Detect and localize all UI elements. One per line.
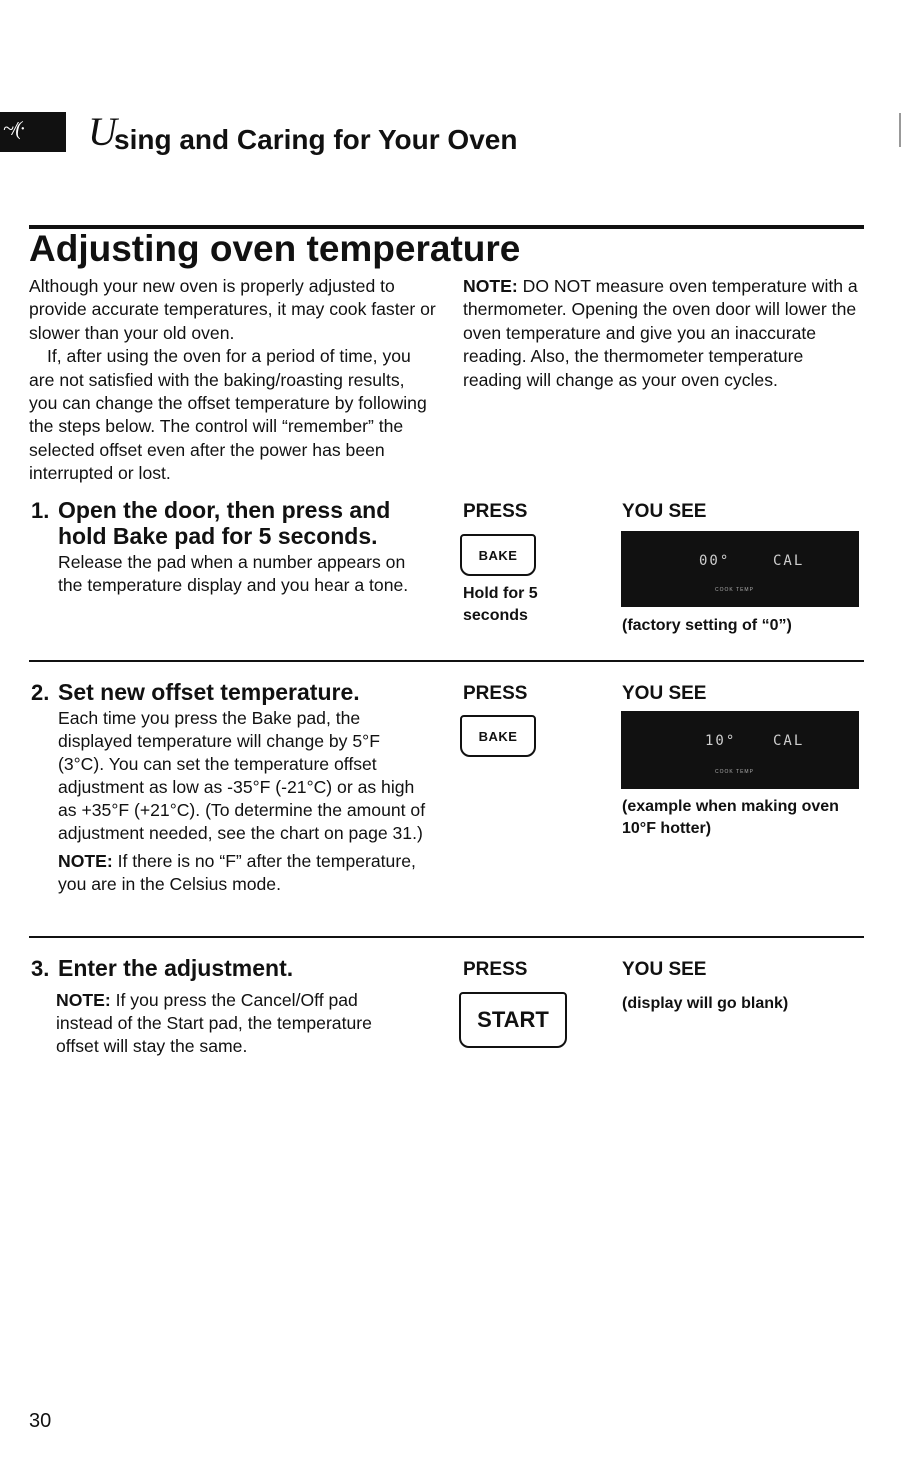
- display-cook-temp: COOK TEMP: [715, 769, 754, 775]
- step-3-you-see-label: YOU SEE: [622, 959, 707, 980]
- step-2-note: [58, 850, 430, 896]
- display-cook-temp: COOK TEMP: [715, 587, 754, 593]
- step-1-press-label: PRESS: [463, 501, 528, 522]
- step-2-number: 2.: [31, 680, 50, 705]
- step-3-see-caption: (display will go blank): [622, 995, 789, 1012]
- step-3-note-label: NOTE:: [56, 990, 111, 1010]
- display-cal: CAL: [773, 733, 805, 749]
- step-2-see-caption: (example when making oven 10°F hotter): [622, 798, 839, 837]
- step-2-you-see-label: YOU SEE: [622, 683, 707, 704]
- oven-display-step-1: [621, 531, 859, 607]
- note-label: NOTE:: [463, 276, 518, 296]
- oven-display-step-2: [621, 711, 859, 789]
- step-1-number: 1.: [31, 498, 50, 523]
- chapter-title: sing and Caring for Your Oven: [114, 124, 518, 155]
- step-3-press-label: PRESS: [463, 959, 528, 980]
- step-2-body: [58, 707, 430, 901]
- step-2-press-label: PRESS: [463, 683, 528, 704]
- step-3-title: Enter the adjustment.: [58, 955, 294, 981]
- step-2-description: Each time you press the Bake pad, the displayed temperature will change by 5°F (3°C). You can set the temperature offset adjustment as low as -35°F (-21°C) or as high as +35°F (+21°C). (To determine the amount of adjustment needed, see the chart on page 31.): [58, 708, 426, 843]
- step-divider-2: [29, 936, 864, 938]
- start-pad-label: START: [477, 1007, 549, 1032]
- step-2-note-text: If there is no “F” after the temperature, you are in the Celsius mode.: [58, 851, 416, 894]
- section-heading: Adjusting oven temperature: [29, 228, 521, 269]
- step-3-note: [56, 989, 396, 1058]
- bake-pad-label: BAKE: [478, 547, 518, 563]
- intro-left-column: [29, 275, 437, 486]
- step-2-title: Set new offset temperature.: [58, 679, 360, 705]
- step-1-you-see-label: YOU SEE: [622, 501, 707, 522]
- chapter-initial: U: [88, 109, 117, 154]
- display-temperature: 00°: [699, 553, 731, 569]
- step-1-body: Release the pad when a number appears on the temperature display and you hear a tone.: [58, 552, 409, 595]
- display-temperature: 10°: [705, 733, 737, 749]
- bake-pad-label: BAKE: [478, 728, 518, 744]
- bake-pad-button[interactable]: [460, 715, 536, 757]
- page-edge-mark: [899, 113, 901, 147]
- intro-paragraph-1: Although your new oven is properly adjusted to provide accurate temperatures, it may cook faster or slower than your old oven.: [29, 276, 436, 343]
- step-3-body: [56, 989, 396, 1063]
- start-pad-button[interactable]: [459, 992, 567, 1048]
- step-3-note-text: If you press the Cancel/Off pad instead of the Start pad, the temperature offset will stay the same.: [56, 990, 372, 1056]
- intro-note: [463, 275, 863, 392]
- intro-paragraph-2: If, after using the oven for a period of time, you are not satisfied with the baking/roasting results, you can change the offset temperature by following the steps below. The control will “remember” the selected offset even after the power has been interrupted or lost.: [29, 346, 427, 484]
- step-divider-1: [29, 660, 864, 662]
- step-1-title: Open the door, then press and hold Bake pad for 5 seconds.: [58, 497, 391, 549]
- page-number: 30: [29, 1410, 52, 1432]
- note-text: DO NOT measure oven temperature with a thermometer. Opening the oven door will lower the oven temperature and give you an inaccurate reading. Also, the thermometer temperature reading will change as your oven cycles.: [463, 276, 858, 390]
- step-1-see-caption: (factory setting of “0”): [622, 617, 792, 634]
- display-cal: CAL: [773, 553, 805, 569]
- step-2-note-label: NOTE:: [58, 851, 113, 871]
- logo-text: ~/(·: [3, 118, 24, 140]
- bake-pad-button[interactable]: [460, 534, 536, 576]
- step-1-press-caption: Hold for 5 seconds: [463, 585, 538, 624]
- step-3-number: 3.: [31, 956, 50, 981]
